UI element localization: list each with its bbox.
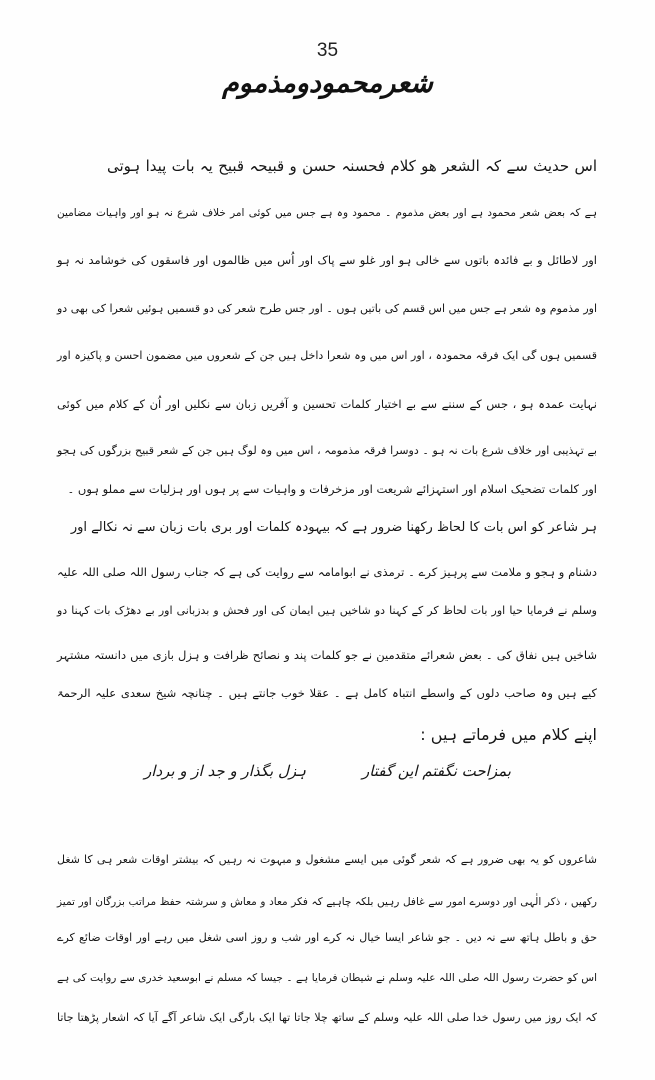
text-line: اور مذموم وہ شعر ہے جس میں اس قسم کی باتیں ہوں ۔ اور جس طرح شعر کی دو قسمیں ہوئیں شعرا کی بھی دو — [57, 302, 597, 315]
text-line: کہ ایک روز میں رسول خدا صلی اللہ علیہ وسلم کے ساتھ چلا جاتا تھا ایک بارگی ایک شاعر آگے آیا کہ اشعار پڑھتا جاتا — [57, 1011, 597, 1024]
text-line: ہر شاعر کو اس بات کا لحاظ رکھنا ضرور ہے کہ بیہودہ کلمات اور بری بات زبان سے نہ نکالے اور — [70, 520, 597, 535]
text-line: ہے کہ بعض شعر محمود ہے اور بعض مذموم ۔ محمود وہ ہے جس میں کوئی امر خلاف شرع نہ ہو اور واہیات مضامین — [57, 207, 597, 219]
text-line: اپنے کلام میں فرماتے ہیں : — [420, 725, 597, 744]
text-line: نہایت عمدہ ہو ، جس کے سننے سے بے اختیار کلمات تحسین و آفریں زبان سے نکلیں اور اُن کے کلام میں کوئی — [57, 397, 597, 411]
verse-hemistich-2: ہزل بگذار و جد از و بردار — [144, 762, 306, 780]
chapter-title: شعرمحمودومذموم — [222, 68, 433, 99]
text-line: اس حدیث سے کہ الشعر ھو کلام فحسنہ حسن و قبیحہ قبیح یہ بات پیدا ہوتی — [107, 157, 597, 175]
text-line: اور کلمات تضحیک اسلام اور استہزائے شریعت اور مزخرفات و واہیات سے پر ہوں اور ہزلیات سے مملو ہوں ۔ — [67, 482, 597, 496]
text-line: اس کو حضرت رسول اللہ صلی اللہ علیہ وسلم نے شیطان فرمایا ہے ۔ جیسا کہ مسلم نے ابوسعید خدری سے روایت کی ہے — [57, 972, 597, 984]
text-line: قسمیں ہوں گی ایک فرقہ محمودہ ، اور اس میں وہ شعرا داخل ہیں جن کے شعروں میں مضمون احسن و پاکیزہ اور — [57, 349, 597, 362]
text-line: دشنام و ہجو و ملامت سے پرہیز کرے ۔ ترمذی نے ابوامامہ سے روایت کی ہے کہ جناب رسول اللہ صلی اللہ علیہ — [57, 565, 597, 579]
text-line: شاخیں ہیں نفاق کی ۔ بعض شعرائے متقدمین نے جو کلمات پند و نصائح ظرافت و ہزل بازی میں دانستہ مشتہر — [57, 648, 597, 662]
text-line: بے تہذیبی اور خلاف شرع بات نہ ہو ۔ دوسرا فرقہ مذمومہ ، اس میں وہ لوگ ہیں جن کے شعر قبیح بزرگوں کی ہجو — [57, 444, 597, 457]
page-number: 35 — [316, 40, 339, 61]
text-line: شاعروں کو یہ بھی ضرور ہے کہ شعر گوئی میں ایسے مشغول و مبہوت نہ رہیں کہ بیشتر اوقات شعر ہی کا شغل — [57, 853, 597, 866]
text-line: حق و باطل ہاتھ سے نہ دیں ۔ جو شاعر ایسا خیال نہ کرے اور شب و روز اسی شغل میں رہے اور اوقات ضائع کرے — [57, 931, 597, 944]
verse-hemistich-1: بمزاحت نگفتم این گفتار — [361, 762, 511, 780]
persian-verse — [0, 762, 655, 780]
text-line: اور لاطائل و بے فائدہ باتوں سے خالی ہو اور غلو سے پاک اور اُس میں ظالموں اور فاسقوں کی خوشامد نہ ہو — [57, 253, 597, 267]
text-line: کیے ہیں وہ صاحب دلوں کے واسطے انتباہ کامل ہے ۔ عقلا خوب جانتے ہیں ۔ چنانچہ شیخ سعدی علیہ الرحمۃ — [57, 686, 597, 700]
text-line: رکھیں ، ذکر الٰہی اور دوسرے امور سے غافل رہیں بلکہ چاہیے کہ فکر معاد و معاش و سرشتہ حفظ مراتب بزرگان اور تمیز — [57, 896, 597, 908]
text-line: وسلم نے فرمایا حیا اور بات لحاظ کر کے کہنا دو شاخیں ہیں ایمان کی اور فحش و بدزبانی اور بے دھڑک بات کہنا دو — [57, 604, 597, 617]
